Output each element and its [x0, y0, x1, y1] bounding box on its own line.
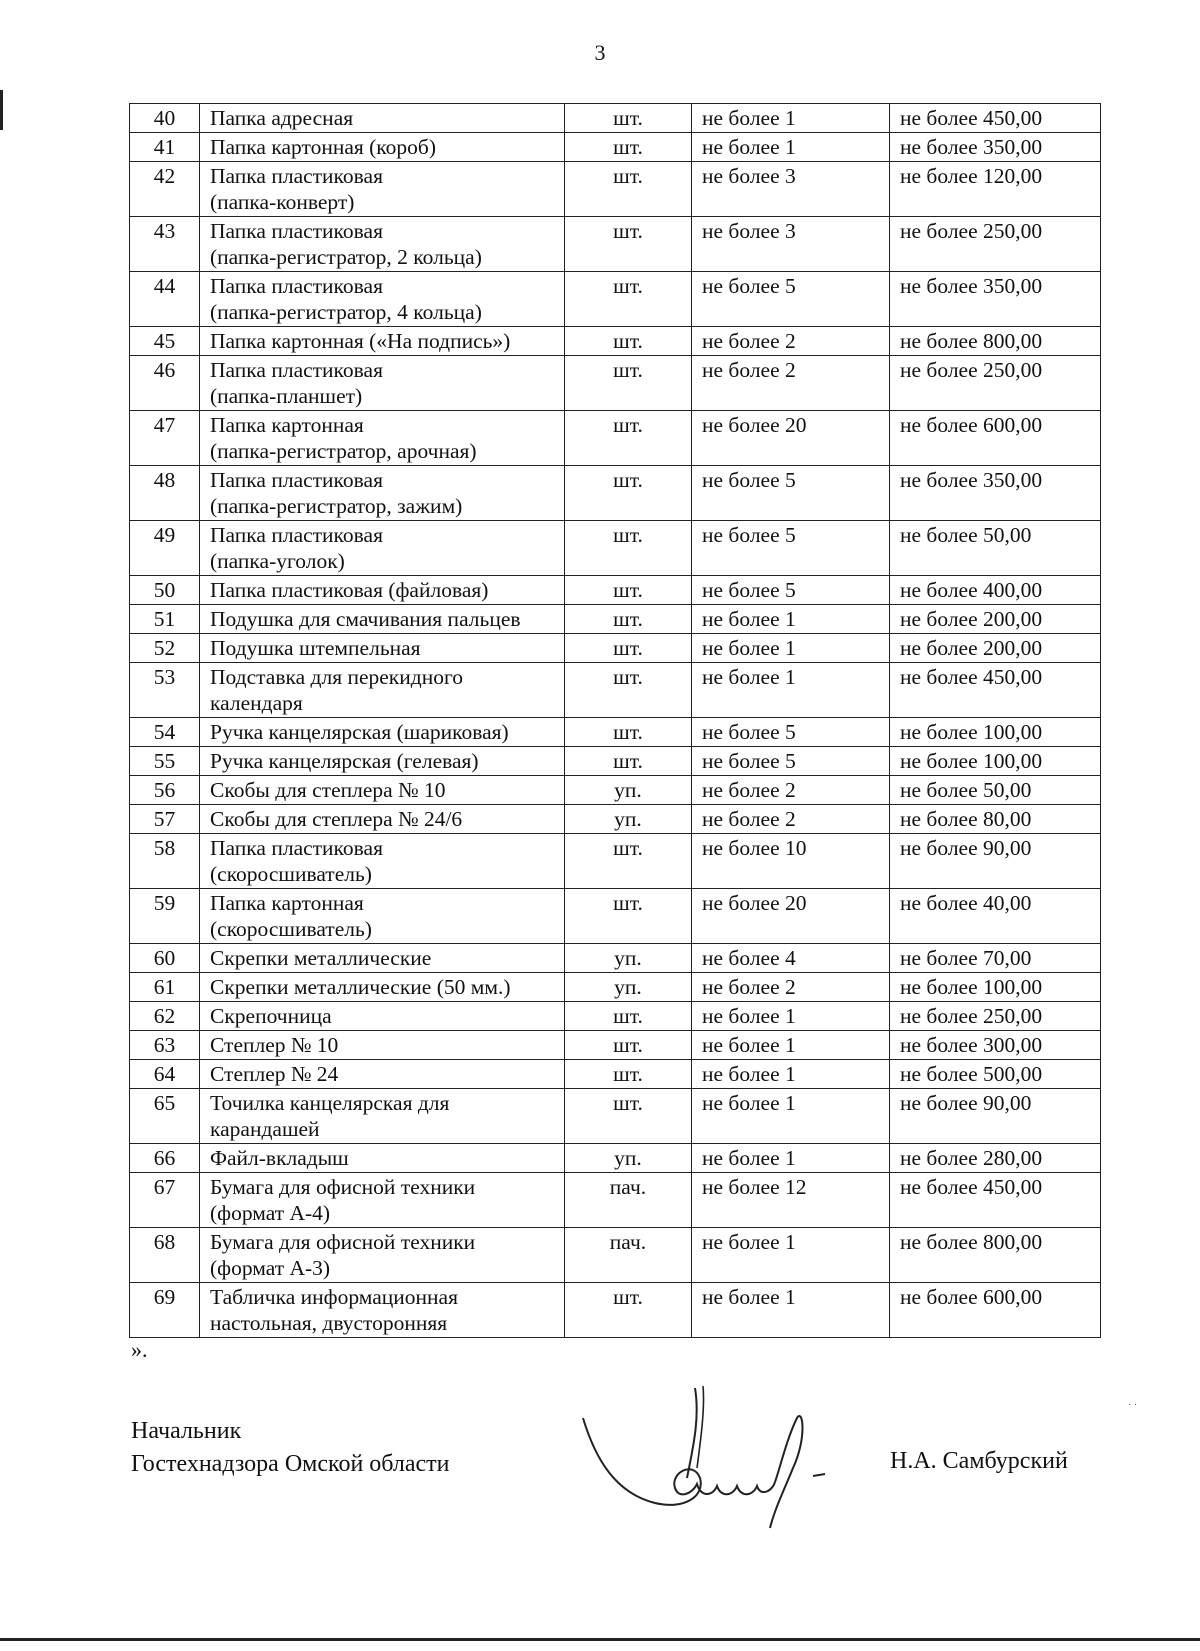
table-row: [130, 521, 1101, 576]
item-name-cell: [200, 133, 565, 162]
unit-cell: шт.: [565, 1089, 692, 1144]
row-number-cell: 42: [130, 162, 200, 217]
handwritten-signature: [575, 1378, 855, 1538]
item-name-cell: [200, 944, 565, 973]
quantity-cell: не более 5: [692, 576, 890, 605]
item-name-line: карандашей: [210, 1117, 320, 1141]
quantity-cell: не более 2: [692, 973, 890, 1002]
closing-quote-mark: ».: [131, 1337, 148, 1362]
quantity-cell: не более 5: [692, 718, 890, 747]
table-row: [130, 747, 1101, 776]
unit-cell: уп.: [565, 973, 692, 1002]
row-number-cell: 52: [130, 634, 200, 663]
price-cell: не более 200,00: [890, 605, 1101, 634]
item-name-cell: [200, 576, 565, 605]
item-name-line: (папка-планшет): [210, 384, 363, 408]
table-row: [130, 466, 1101, 521]
table-row: [130, 576, 1101, 605]
item-name-cell: [200, 104, 565, 133]
quantity-cell: не более 1: [692, 133, 890, 162]
item-name-line: Скобы для степлера № 24/6: [210, 807, 463, 831]
table-row: [130, 162, 1101, 217]
item-name-cell: [200, 1228, 565, 1283]
item-name-line: Папка пластиковая: [210, 358, 383, 382]
quantity-cell: не более 1: [692, 605, 890, 634]
unit-cell: шт.: [565, 133, 692, 162]
row-number-cell: 44: [130, 272, 200, 327]
quantity-cell: не более 3: [692, 162, 890, 217]
quantity-cell: не более 1: [692, 1283, 890, 1338]
item-name-line: (папка-регистратор, зажим): [210, 494, 463, 518]
item-name-line: (папка-уголок): [210, 549, 345, 573]
unit-cell: уп.: [565, 776, 692, 805]
price-cell: не более 80,00: [890, 805, 1101, 834]
quantity-cell: не более 1: [692, 1060, 890, 1089]
quantity-cell: не более 1: [692, 1089, 890, 1144]
quantity-cell: не более 1: [692, 1144, 890, 1173]
quantity-cell: не более 1: [692, 634, 890, 663]
quantity-cell: не более 1: [692, 1002, 890, 1031]
scan-specks: · ·: [1128, 1400, 1138, 1411]
row-number-cell: 65: [130, 1089, 200, 1144]
price-cell: не более 450,00: [890, 1173, 1101, 1228]
price-cell: не более 500,00: [890, 1060, 1101, 1089]
row-number-cell: 63: [130, 1031, 200, 1060]
price-cell: не более 200,00: [890, 634, 1101, 663]
item-name-line: Табличка информационная: [210, 1285, 458, 1309]
unit-cell: шт.: [565, 1283, 692, 1338]
table-row: [130, 1089, 1101, 1144]
price-cell: не более 350,00: [890, 272, 1101, 327]
unit-cell: шт.: [565, 466, 692, 521]
table-row: [130, 776, 1101, 805]
price-cell: не более 250,00: [890, 217, 1101, 272]
price-cell: не более 50,00: [890, 521, 1101, 576]
unit-cell: шт.: [565, 217, 692, 272]
table-row: [130, 327, 1101, 356]
price-cell: не более 70,00: [890, 944, 1101, 973]
item-name-line: Скобы для степлера № 10: [210, 778, 446, 802]
table-row: [130, 663, 1101, 718]
quantity-cell: не более 2: [692, 327, 890, 356]
item-name-cell: [200, 1173, 565, 1228]
item-name-line: Ручка канцелярская (шариковая): [210, 720, 509, 744]
table-row: [130, 805, 1101, 834]
supplies-table: [129, 103, 1101, 1338]
unit-cell: шт.: [565, 747, 692, 776]
item-name-line: Папка пластиковая (файловая): [210, 578, 489, 602]
price-cell: не более 600,00: [890, 411, 1101, 466]
item-name-line: Папка картонная: [210, 413, 364, 437]
unit-cell: уп.: [565, 944, 692, 973]
quantity-cell: не более 1: [692, 104, 890, 133]
table-row: [130, 605, 1101, 634]
item-name-cell: [200, 1144, 565, 1173]
unit-cell: шт.: [565, 1060, 692, 1089]
row-number-cell: 50: [130, 576, 200, 605]
item-name-line: Скрепочница: [210, 1004, 332, 1028]
signer-position-line1: Начальник: [131, 1418, 242, 1444]
quantity-cell: не более 12: [692, 1173, 890, 1228]
price-cell: не более 120,00: [890, 162, 1101, 217]
item-name-cell: [200, 718, 565, 747]
row-number-cell: 40: [130, 104, 200, 133]
row-number-cell: 61: [130, 973, 200, 1002]
item-name-cell: [200, 747, 565, 776]
row-number-cell: 41: [130, 133, 200, 162]
price-cell: не более 800,00: [890, 1228, 1101, 1283]
item-name-cell: [200, 805, 565, 834]
quantity-cell: не более 1: [692, 663, 890, 718]
unit-cell: шт.: [565, 104, 692, 133]
price-cell: не более 350,00: [890, 466, 1101, 521]
item-name-cell: [200, 272, 565, 327]
unit-cell: пач.: [565, 1228, 692, 1283]
unit-cell: шт.: [565, 634, 692, 663]
row-number-cell: 53: [130, 663, 200, 718]
quantity-cell: не более 5: [692, 521, 890, 576]
table-row: [130, 217, 1101, 272]
table-row: [130, 944, 1101, 973]
unit-cell: шт.: [565, 834, 692, 889]
unit-cell: шт.: [565, 605, 692, 634]
item-name-line: Скрепки металлические: [210, 946, 432, 970]
item-name-line: Папка картонная («На подпись»): [210, 329, 511, 353]
quantity-cell: не более 5: [692, 747, 890, 776]
row-number-cell: 57: [130, 805, 200, 834]
quantity-cell: не более 10: [692, 834, 890, 889]
price-cell: не более 250,00: [890, 356, 1101, 411]
unit-cell: шт.: [565, 327, 692, 356]
price-cell: не более 100,00: [890, 973, 1101, 1002]
price-cell: не более 90,00: [890, 1089, 1101, 1144]
row-number-cell: 51: [130, 605, 200, 634]
item-name-cell: [200, 634, 565, 663]
item-name-line: Степлер № 24: [210, 1062, 339, 1086]
item-name-line: Ручка канцелярская (гелевая): [210, 749, 479, 773]
table-row: [130, 1228, 1101, 1283]
row-number-cell: 66: [130, 1144, 200, 1173]
item-name-cell: [200, 1089, 565, 1144]
quantity-cell: не более 2: [692, 356, 890, 411]
item-name-line: календаря: [210, 691, 303, 715]
item-name-cell: [200, 973, 565, 1002]
price-cell: не более 100,00: [890, 718, 1101, 747]
row-number-cell: 49: [130, 521, 200, 576]
price-cell: не более 450,00: [890, 104, 1101, 133]
unit-cell: шт.: [565, 411, 692, 466]
item-name-line: Папка пластиковая: [210, 274, 383, 298]
table-row: [130, 1144, 1101, 1173]
item-name-line: (папка-конверт): [210, 190, 355, 214]
quantity-cell: не более 20: [692, 889, 890, 944]
item-name-cell: [200, 466, 565, 521]
item-name-line: Скрепки металлические (50 мм.): [210, 975, 511, 999]
scan-bottom-rule: [0, 1638, 1200, 1641]
table-row: [130, 1173, 1101, 1228]
price-cell: не более 50,00: [890, 776, 1101, 805]
row-number-cell: 58: [130, 834, 200, 889]
item-name-line: настольная, двусторонняя: [210, 1311, 448, 1335]
table-row: [130, 104, 1101, 133]
price-cell: не более 250,00: [890, 1002, 1101, 1031]
item-name-line: (формат А-4): [210, 1201, 331, 1225]
table-row: [130, 718, 1101, 747]
signer-name: Н.А. Самбурский: [890, 1448, 1068, 1474]
row-number-cell: 45: [130, 327, 200, 356]
item-name-line: Подставка для перекидного: [210, 665, 463, 689]
price-cell: не более 450,00: [890, 663, 1101, 718]
row-number-cell: 56: [130, 776, 200, 805]
item-name-cell: [200, 1060, 565, 1089]
price-cell: не более 280,00: [890, 1144, 1101, 1173]
row-number-cell: 48: [130, 466, 200, 521]
price-cell: не более 40,00: [890, 889, 1101, 944]
item-name-line: Папка пластиковая: [210, 164, 383, 188]
unit-cell: шт.: [565, 272, 692, 327]
unit-cell: уп.: [565, 805, 692, 834]
item-name-cell: [200, 327, 565, 356]
quantity-cell: не более 1: [692, 1031, 890, 1060]
table-row: [130, 1031, 1101, 1060]
unit-cell: шт.: [565, 889, 692, 944]
item-name-line: Папка пластиковая: [210, 523, 383, 547]
item-name-cell: [200, 889, 565, 944]
item-name-cell: [200, 776, 565, 805]
unit-cell: шт.: [565, 718, 692, 747]
item-name-line: Файл-вкладыш: [210, 1146, 349, 1170]
unit-cell: шт.: [565, 663, 692, 718]
quantity-cell: не более 3: [692, 217, 890, 272]
table-row: [130, 1283, 1101, 1338]
page-number: 3: [594, 40, 606, 65]
unit-cell: шт.: [565, 576, 692, 605]
table-row: [130, 834, 1101, 889]
table-row: [130, 272, 1101, 327]
unit-cell: шт.: [565, 162, 692, 217]
signer-position: [131, 1415, 450, 1481]
table-row: [130, 1002, 1101, 1031]
item-name-line: Папка картонная: [210, 891, 364, 915]
item-name-cell: [200, 1002, 565, 1031]
item-name-line: Папка пластиковая: [210, 468, 383, 492]
item-name-cell: [200, 217, 565, 272]
price-cell: не более 100,00: [890, 747, 1101, 776]
row-number-cell: 64: [130, 1060, 200, 1089]
price-cell: не более 350,00: [890, 133, 1101, 162]
price-cell: не более 600,00: [890, 1283, 1101, 1338]
item-name-line: Точилка канцелярская для: [210, 1091, 450, 1115]
row-number-cell: 59: [130, 889, 200, 944]
table-row: [130, 889, 1101, 944]
row-number-cell: 55: [130, 747, 200, 776]
item-name-line: (скоросшиватель): [210, 917, 372, 941]
table-row: [130, 133, 1101, 162]
price-cell: не более 300,00: [890, 1031, 1101, 1060]
item-name-cell: [200, 411, 565, 466]
row-number-cell: 54: [130, 718, 200, 747]
unit-cell: уп.: [565, 1144, 692, 1173]
item-name-line: (скоросшиватель): [210, 862, 372, 886]
row-number-cell: 67: [130, 1173, 200, 1228]
quantity-cell: не более 1: [692, 1228, 890, 1283]
item-name-cell: [200, 356, 565, 411]
quantity-cell: не более 5: [692, 466, 890, 521]
item-name-cell: [200, 521, 565, 576]
signer-position-line2: Гостехнадзора Омской области: [131, 1451, 450, 1477]
table-row: [130, 1060, 1101, 1089]
item-name-line: (папка-регистратор, 4 кольца): [210, 300, 482, 324]
row-number-cell: 43: [130, 217, 200, 272]
price-cell: не более 800,00: [890, 327, 1101, 356]
quantity-cell: не более 5: [692, 272, 890, 327]
unit-cell: шт.: [565, 521, 692, 576]
row-number-cell: 68: [130, 1228, 200, 1283]
table-row: [130, 411, 1101, 466]
row-number-cell: 62: [130, 1002, 200, 1031]
row-number-cell: 47: [130, 411, 200, 466]
item-name-line: Бумага для офисной техники: [210, 1175, 476, 1199]
quantity-cell: не более 20: [692, 411, 890, 466]
item-name-line: Папка пластиковая: [210, 219, 383, 243]
quantity-cell: не более 4: [692, 944, 890, 973]
item-name-line: Подушка для смачивания пальцев: [210, 607, 521, 631]
item-name-line: Бумага для офисной техники: [210, 1230, 476, 1254]
table-row: [130, 973, 1101, 1002]
table-row: [130, 356, 1101, 411]
supplies-table-body: [130, 104, 1101, 1338]
quantity-cell: не более 2: [692, 776, 890, 805]
item-name-cell: [200, 162, 565, 217]
price-cell: не более 90,00: [890, 834, 1101, 889]
scan-edge-mark: [0, 90, 3, 130]
unit-cell: шт.: [565, 1002, 692, 1031]
item-name-cell: [200, 605, 565, 634]
item-name-line: Папка адресная: [210, 106, 354, 130]
item-name-line: Степлер № 10: [210, 1033, 339, 1057]
unit-cell: шт.: [565, 1031, 692, 1060]
quantity-cell: не более 2: [692, 805, 890, 834]
unit-cell: пач.: [565, 1173, 692, 1228]
item-name-line: Папка картонная (короб): [210, 135, 437, 159]
item-name-cell: [200, 1031, 565, 1060]
item-name-line: Подушка штемпельная: [210, 636, 421, 660]
price-cell: не более 400,00: [890, 576, 1101, 605]
item-name-cell: [200, 663, 565, 718]
table-row: [130, 634, 1101, 663]
item-name-cell: [200, 834, 565, 889]
row-number-cell: 46: [130, 356, 200, 411]
row-number-cell: 60: [130, 944, 200, 973]
item-name-line: (формат А-3): [210, 1256, 331, 1280]
item-name-line: (папка-регистратор, арочная): [210, 439, 477, 463]
unit-cell: шт.: [565, 356, 692, 411]
row-number-cell: 69: [130, 1283, 200, 1338]
item-name-line: (папка-регистратор, 2 кольца): [210, 245, 482, 269]
item-name-line: Папка пластиковая: [210, 836, 383, 860]
item-name-cell: [200, 1283, 565, 1338]
